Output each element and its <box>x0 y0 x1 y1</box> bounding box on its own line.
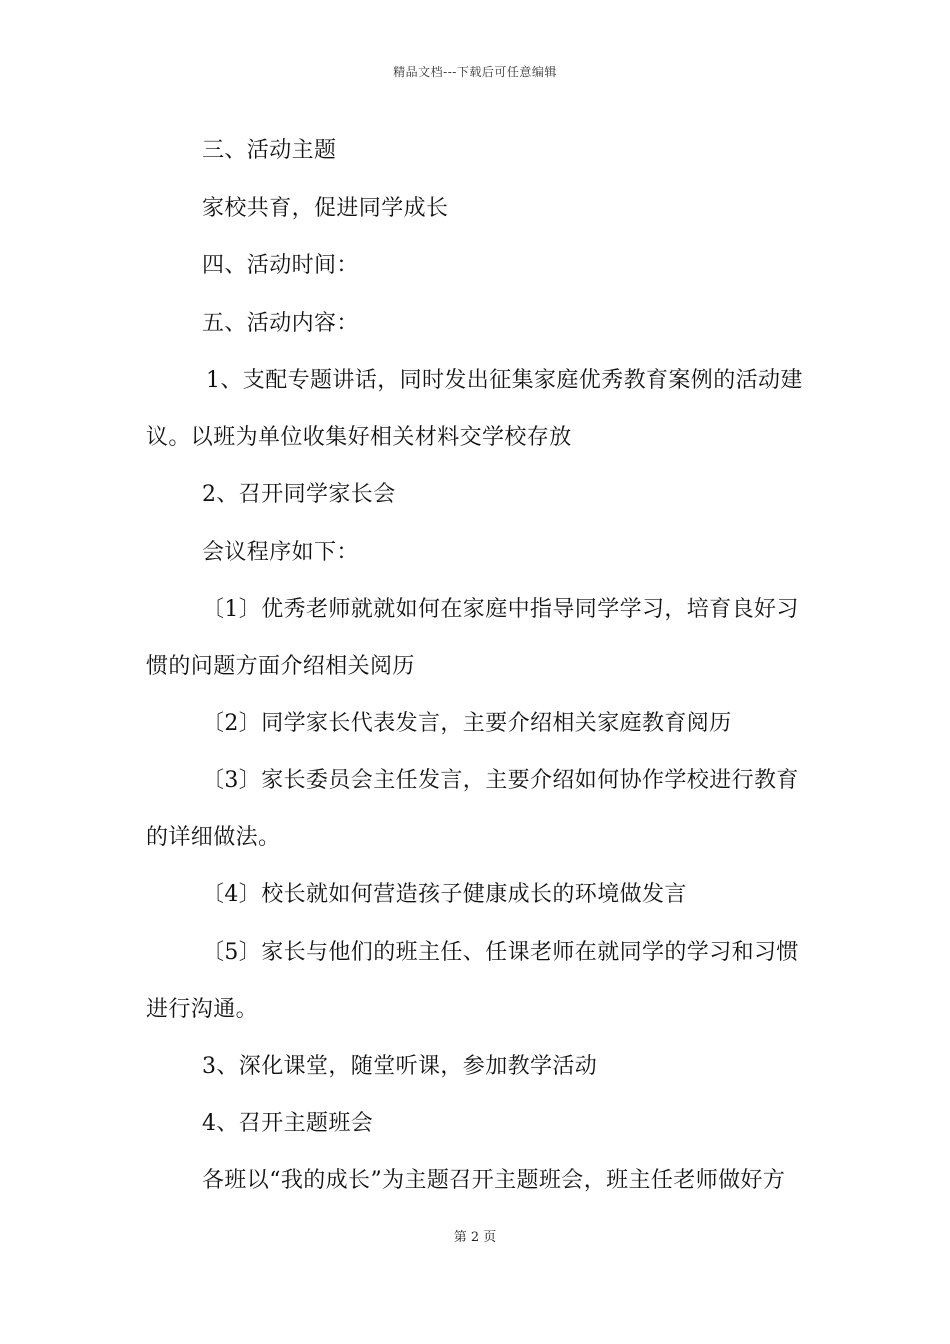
procedure-1-text-cont: 惯的问题方面介绍相关阅历 <box>146 654 415 679</box>
procedure-3-text: 〔3〕家长委员会主任发言，主要介绍如何协作学校进行教育 <box>202 768 799 793</box>
item-1-text: 1、支配专题讲话，同时发出征集家庭优秀教育案例的活动建 <box>206 368 803 393</box>
item-2-heading: 2、召开同学家长会 <box>202 482 396 507</box>
class-meeting-text: 各班以“我的成长”为主题召开主题班会，班主任老师做好方 <box>202 1168 786 1193</box>
page-header: 精品文档---下载后可任意编辑 <box>393 65 557 79</box>
item-1-text-cont: 议。以班为单位收集好相关材料交学校存放 <box>146 425 572 450</box>
section-heading-content: 五、活动内容： <box>202 311 359 336</box>
procedure-5-text: 〔5〕家长与他们的班主任、任课老师在就同学的学习和习惯 <box>202 940 799 965</box>
theme-text: 家校共育，促进同学成长 <box>202 196 449 221</box>
meeting-procedure-label: 会议程序如下： <box>202 540 359 565</box>
section-heading-time: 四、活动时间： <box>202 253 359 278</box>
item-4-heading: 4、召开主题班会 <box>202 1111 374 1136</box>
item-3-text: 3、深化课堂，随堂听课，参加教学活动 <box>202 1054 598 1079</box>
page-number: 第 2 页 <box>453 1230 497 1245</box>
procedure-5-text-cont: 进行沟通。 <box>146 997 259 1022</box>
procedure-3-text-cont: 的详细做法。 <box>146 825 281 850</box>
procedure-2-text: 〔2〕同学家长代表发言，主要介绍相关家庭教育阅历 <box>202 711 732 736</box>
section-heading-theme: 三、活动主题 <box>202 138 337 163</box>
procedure-4-text: 〔4〕校长就如何营造孩子健康成长的环境做发言 <box>202 882 687 907</box>
procedure-1-text: 〔1〕优秀老师就就如何在家庭中指导同学学习，培育良好习 <box>202 597 799 622</box>
